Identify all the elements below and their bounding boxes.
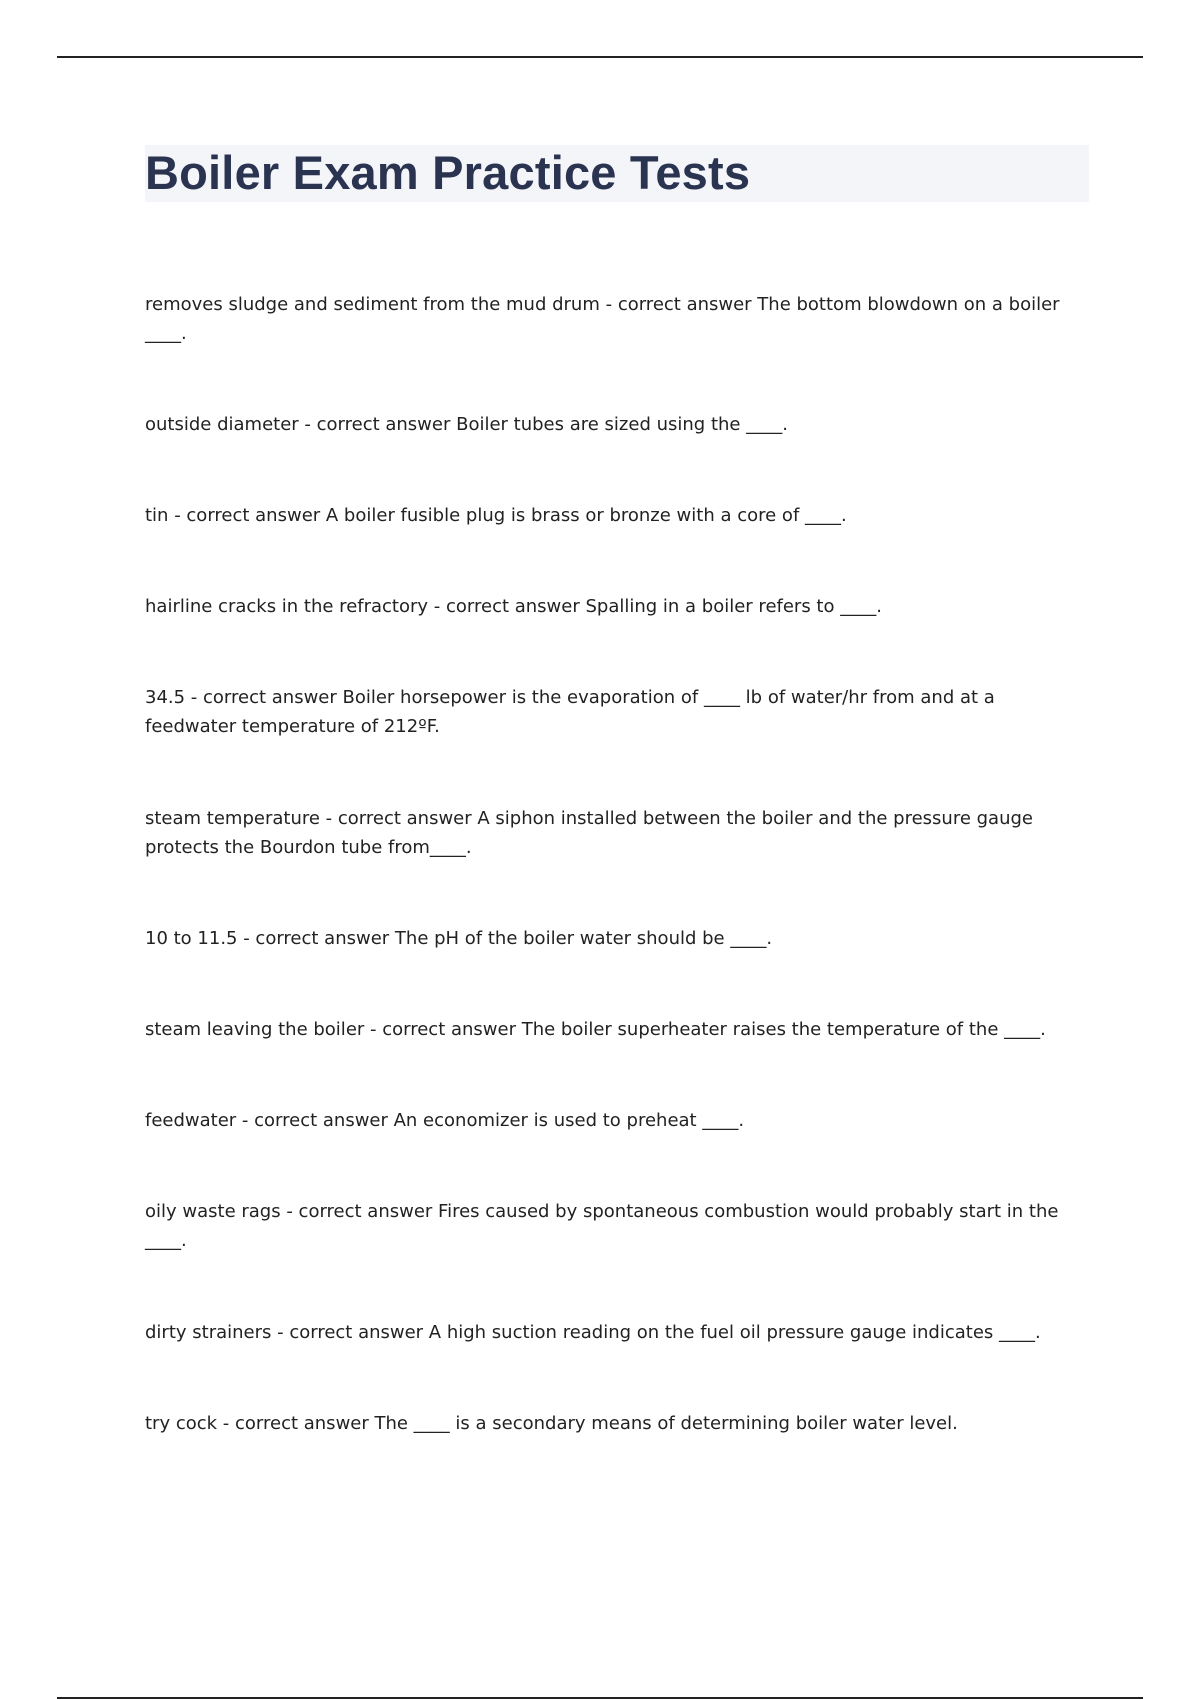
- list-item: dirty strainers - correct answer A high suction reading on the fuel oil pressure gauge indicates ____.: [145, 1322, 1041, 1343]
- list-item: oily waste rags - correct answer Fires caused by spontaneous combustion would probably start in the ____.: [145, 1201, 1059, 1251]
- top-rule: [57, 56, 1143, 58]
- list-item: outside diameter - correct answer Boiler tubes are sized using the ____.: [145, 414, 788, 435]
- list-item: 10 to 11.5 - correct answer The pH of the boiler water should be ____.: [145, 928, 773, 949]
- list-item: steam leaving the boiler - correct answer The boiler superheater raises the temperature of the ____.: [145, 1019, 1046, 1040]
- list-item: removes sludge and sediment from the mud drum - correct answer The bottom blowdown on a boiler ____.: [145, 294, 1060, 344]
- bottom-rule: [57, 1697, 1143, 1699]
- list-item: 34.5 - correct answer Boiler horsepower is the evaporation of ____ lb of water/hr from and at a feedwater temperature of 212ºF.: [145, 687, 995, 737]
- page-title: Boiler Exam Practice Tests: [145, 146, 751, 199]
- list-item: feedwater - correct answer An economizer is used to preheat ____.: [145, 1110, 745, 1131]
- list-item: steam temperature - correct answer A siphon installed between the boiler and the pressure gauge protects the Bourdon tube from____.: [145, 808, 1033, 858]
- list-item: try cock - correct answer The ____ is a secondary means of determining boiler water level.: [145, 1413, 958, 1434]
- list-item: tin - correct answer A boiler fusible plug is brass or bronze with a core of ____.: [145, 505, 847, 526]
- list-item: hairline cracks in the refractory - correct answer Spalling in a boiler refers to ____.: [145, 596, 882, 617]
